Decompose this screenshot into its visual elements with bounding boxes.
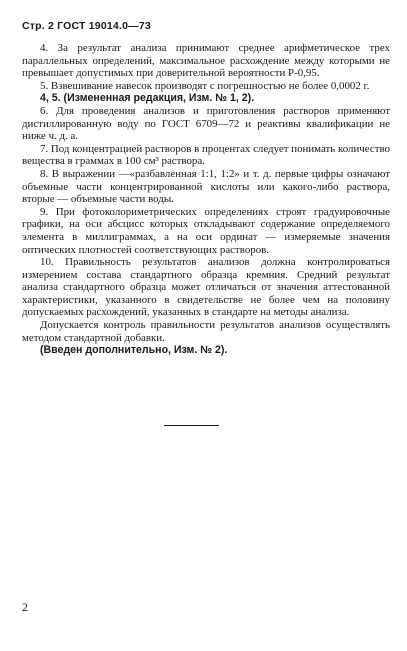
paragraph-4: 4. За результат анализа принимают среднее арифметическое трех параллельных определений, максимальное расхождение между которыми не превышает допустимых при доверительной вероятности Р-0,95. <box>22 42 390 80</box>
page-header: Стр. 2 ГОСТ 19014.0—73 <box>22 20 151 32</box>
amendment-note-4-5: 4, 5. (Измененная редакция, Изм. № 1, 2). <box>40 92 255 105</box>
page-number: 2 <box>22 600 28 614</box>
paragraph-6: 6. Для проведения анализов и приготовления растворов применяют дистиллированную воду по ГОСТ 6709—72 и реактивы квалификации не ниже ч. д. а. <box>22 104 390 143</box>
paragraph-8: 8. В выражении —«разбавленная 1:1, 1:2» и т. д. первые цифры означают объемные части концентрированной кислоты или какого-либо раствора, вторые — объемные части воды. <box>22 167 390 206</box>
paragraph-7: 7. Под концентрацией растворов в процентах следует понимать количество вещества в граммах в 100 см³ раствора. <box>22 142 390 168</box>
amendment-note-10: (Введен дополнительно, Изм. № 2). <box>40 344 228 357</box>
paragraph-5: 5. Взвешивание навесок производят с погрешностью не более 0,0002 г. <box>40 79 370 92</box>
paragraph-10: 10. Правильность результатов анализов должна контролироваться измерением состава стандартного образца кремния. Средний результат анализа стандартного образца может отличаться от значения аттестованной характеристики, указанного в свидетельстве не более чем на половину допускаемых расхождений, указанных в стандарте на методы анализа. <box>22 256 390 319</box>
section-divider <box>164 425 219 426</box>
document-body <box>22 42 390 357</box>
paragraph-10-addendum: Допускается контроль правильности результатов анализов осуществлять методом стандартной добавки. <box>22 319 390 344</box>
paragraph-9: 9. При фотоколориметрических определениях строят градуировочные графики, на оси абсцисс которых откладывают содержание определяемого элемента в миллиграммах, а на оси ординат — измеряемые значения оптических плотностей соответствующих растворов. <box>22 205 390 256</box>
